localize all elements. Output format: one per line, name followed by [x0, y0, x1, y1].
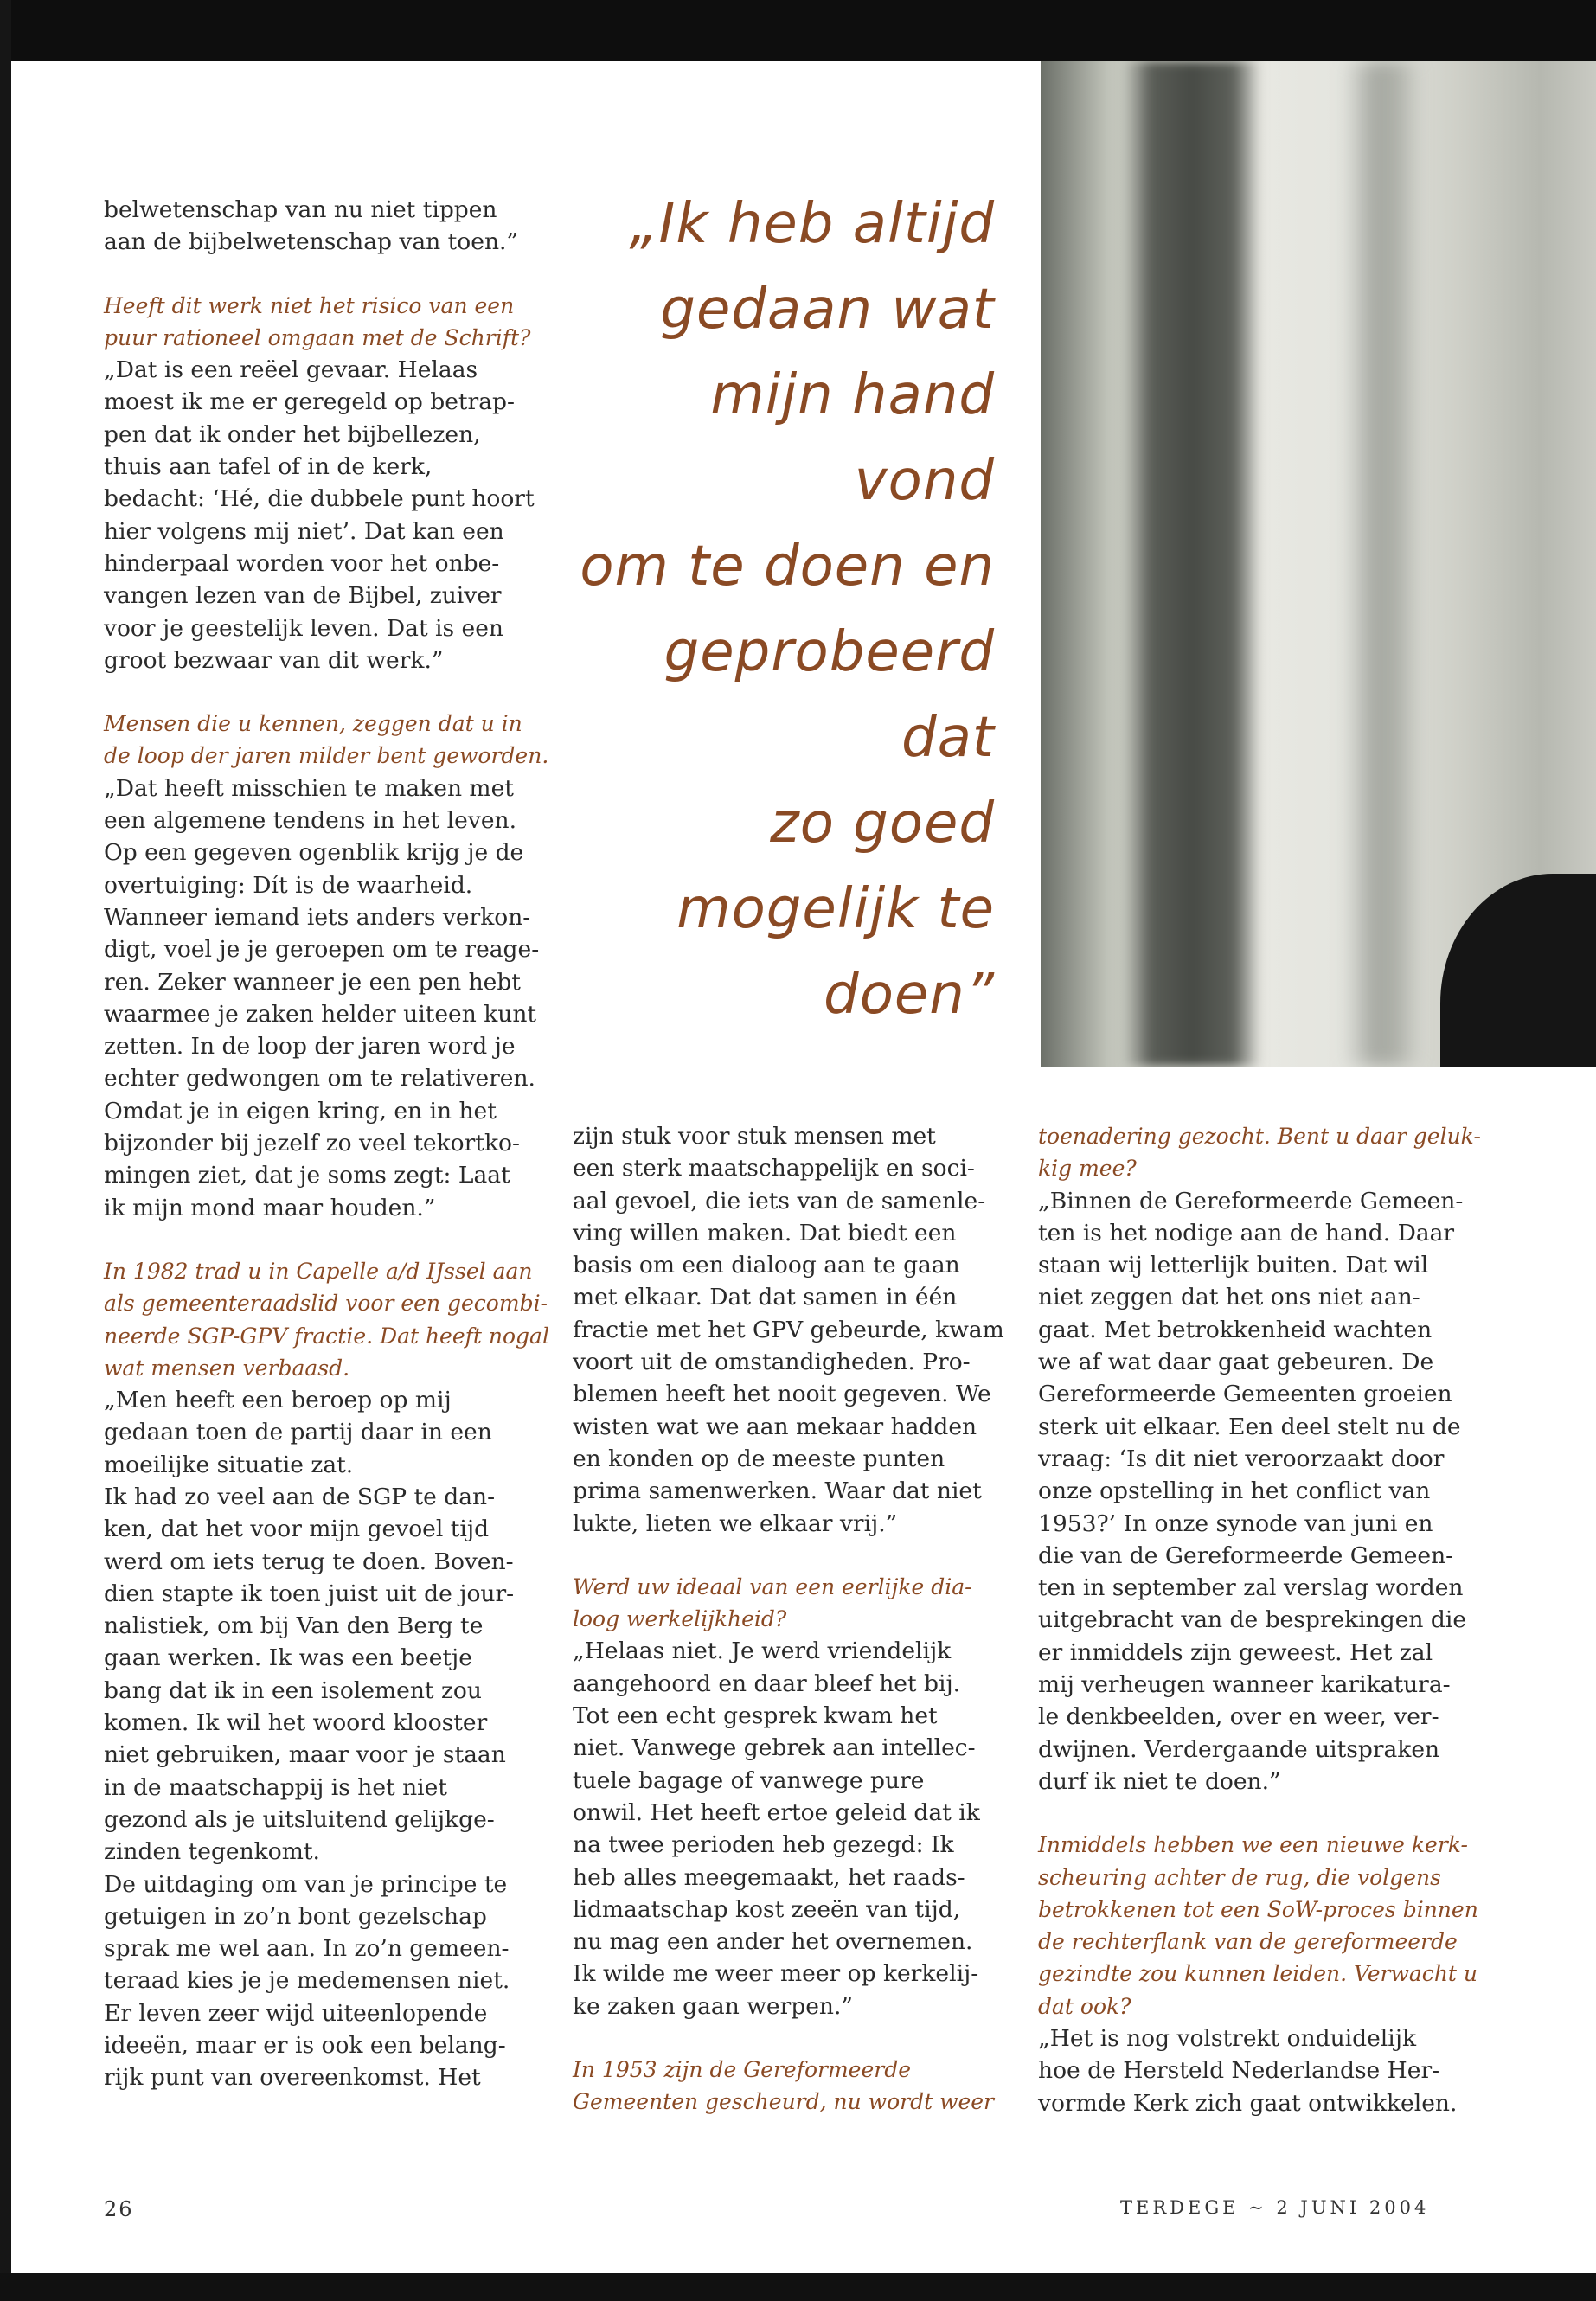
- body-text-line: digt, voel je je geroepen om te reage-: [104, 936, 540, 964]
- body-text-line: bedacht: ‘Hé, die dubbele punt hoort: [104, 485, 535, 513]
- interview-question-line: als gemeenteraadslid voor een gecombi-: [104, 1291, 548, 1317]
- body-text-line: en konden op de meeste punten: [573, 1445, 945, 1472]
- body-text-line: sprak me wel aan. In zo’n gemeen-: [104, 1935, 510, 1963]
- body-text-line: niet gebruiken, maar voor je staan: [104, 1741, 506, 1769]
- interview-question-line: neerde SGP-GPV fractie. Dat heeft nogal: [104, 1323, 549, 1349]
- body-text-line: dien stapte ik toen juist uit de jour-: [104, 1580, 515, 1607]
- body-text-line: „Men heeft een beroep op mij: [104, 1387, 452, 1414]
- interview-question-line: loog werkelijkheid?: [573, 1606, 787, 1632]
- body-text-line: ideeën, maar er is ook een belang-: [104, 2032, 506, 2060]
- body-text-line: een algemene tendens in het leven.: [104, 807, 516, 835]
- pull-quote-line: om te doen en: [580, 535, 995, 599]
- body-text-line: basis om een dialoog aan te gaan: [573, 1252, 960, 1279]
- body-text-line: onwil. Het heeft ertoe geleid dat ik: [573, 1798, 980, 1826]
- body-text-line: moest ik me er geregeld op betrap-: [104, 388, 515, 416]
- pull-quote-line: mogelijk te: [676, 877, 995, 941]
- body-text-line: uitgebracht van de besprekingen die: [1038, 1606, 1466, 1634]
- body-text-line: gedaan toen de partij daar in een: [104, 1419, 492, 1446]
- body-text-line: blemen heeft het nooit gegeven. We: [573, 1381, 991, 1408]
- column-2: [573, 1120, 1005, 2118]
- body-text-line: ik mijn mond maar houden.”: [104, 1194, 436, 1221]
- body-text-line: ke zaken gaan werpen.”: [573, 1992, 853, 2020]
- body-text-line: voor je geestelijk leven. Dat is een: [104, 614, 503, 642]
- paragraph-gap: [104, 259, 554, 290]
- body-text-line: werd om iets terug te doen. Boven-: [104, 1548, 514, 1575]
- body-text-line: tuele bagage of vanwege pure: [573, 1766, 925, 1794]
- body-text-line: staan wij letterlijk buiten. Dat wil: [1038, 1252, 1429, 1279]
- body-text-line: pen dat ik onder het bijbellezen,: [104, 420, 481, 448]
- body-text-line: hoe de Hersteld Nederlandse Her-: [1038, 2057, 1440, 2085]
- body-text-line: nalistiek, om bij Van den Berg te: [104, 1612, 484, 1640]
- interview-question-line: gezindte zou kunnen leiden. Verwacht u: [1038, 1961, 1478, 1987]
- body-text-line: gaan werken. Ik was een beetje: [104, 1644, 472, 1672]
- body-text-line: niet. Vanwege gebrek aan intellec-: [573, 1734, 976, 1762]
- body-text-line: teraad kies je je medemensen niet.: [104, 1967, 510, 1995]
- body-text-line: Op een gegeven ogenblik krijg je de: [104, 839, 524, 867]
- paragraph-gap: [573, 2022, 1005, 2054]
- body-text-line: die van de Gereformeerde Gemeen-: [1038, 1541, 1454, 1569]
- body-text-line: belwetenschap van nu niet tippen: [104, 196, 497, 223]
- body-text-line: fractie met het GPV gebeurde, kwam: [573, 1316, 1004, 1343]
- body-text-line: echter gedwongen om te relativeren.: [104, 1065, 535, 1093]
- body-text-line: durf ik niet te doen.”: [1038, 1767, 1281, 1795]
- body-text-line: Ik wilde me weer meer op kerkelij-: [573, 1960, 979, 1988]
- interview-question-line: In 1953 zijn de Gereformeerde: [573, 2057, 912, 2083]
- body-text-line: een sterk maatschappelijk en soci-: [573, 1155, 975, 1183]
- bottom-border: [0, 2273, 1596, 2301]
- interview-question-line: Gemeenten gescheurd, nu wordt weer: [573, 2089, 995, 2115]
- body-text-line: ten in september zal verslag worden: [1038, 1574, 1464, 1602]
- body-text-line: „Het is nog volstrekt onduidelijk: [1038, 2025, 1417, 2053]
- interview-question-line: Mensen die u kennen, zeggen dat u in: [104, 711, 522, 737]
- body-text-line: ten is het nodige aan de hand. Daar: [1038, 1219, 1455, 1247]
- body-text-line: vormde Kerk zich gaat ontwikkelen.: [1038, 2089, 1458, 2117]
- pull-quote-line: mijn hand vond: [710, 363, 995, 513]
- paragraph-gap: [573, 1540, 1005, 1571]
- paragraph-gap: [1038, 1798, 1488, 1829]
- body-text-line: ving willen maken. Dat biedt een: [573, 1219, 957, 1247]
- body-text-line: Gereformeerde Gemeenten groeien: [1038, 1381, 1452, 1408]
- body-text-line: we af wat daar gaat gebeuren. De: [1038, 1349, 1434, 1376]
- pull-quote-line: doen”: [824, 963, 995, 1027]
- interview-question-line: In 1982 trad u in Capelle a/d IJssel aan: [104, 1258, 533, 1284]
- top-border: [0, 0, 1596, 61]
- body-text-line: voort uit de omstandigheden. Pro-: [573, 1349, 971, 1376]
- body-text-line: lukte, lieten we elkaar vrij.”: [573, 1509, 898, 1537]
- body-text-line: rijk punt van overeenkomst. Het: [104, 2064, 481, 2092]
- pull-quote: [554, 182, 995, 1038]
- interview-question-line: de loop der jaren milder bent geworden.: [104, 743, 549, 769]
- body-text-line: Wanneer iemand iets anders verkon-: [104, 903, 531, 931]
- pull-quote-line: geprobeerd dat: [663, 620, 995, 770]
- body-text-line: na twee perioden heb gezegd: Ik: [573, 1831, 954, 1859]
- left-border: [0, 0, 11, 2301]
- body-text-line: nu mag een ander het overnemen.: [573, 1928, 973, 1956]
- body-text-line: bang dat ik in een isolement zou: [104, 1676, 482, 1704]
- photo-figure-shoulder: [1440, 874, 1596, 1067]
- interview-question-line: wat mensen verbaasd.: [104, 1355, 350, 1381]
- interview-question-line: Werd uw ideaal van een eerlijke dia-: [573, 1574, 972, 1599]
- body-text-line: met elkaar. Dat dat samen in één: [573, 1284, 958, 1311]
- body-text-line: bijzonder bij jezelf zo veel tekortko-: [104, 1130, 520, 1157]
- body-text-line: mij verheugen wanneer karikatura-: [1038, 1671, 1451, 1699]
- paragraph-gap: [104, 676, 554, 708]
- body-text-line: zetten. In de loop der jaren word je: [104, 1033, 516, 1061]
- body-text-line: ken, dat het voor mijn gevoel tijd: [104, 1516, 490, 1543]
- body-text-line: dwijnen. Verdergaande uitspraken: [1038, 1735, 1440, 1763]
- body-text-line: Tot een echt gesprek kwam het: [573, 1702, 938, 1730]
- interview-question-line: puur rationeel omgaan met de Schrift?: [104, 324, 531, 350]
- body-text-line: mingen ziet, dat je soms zegt: Laat: [104, 1162, 510, 1189]
- column-1: [104, 194, 554, 2094]
- interview-question-line: dat ook?: [1038, 1993, 1131, 2019]
- pull-quote-line: „Ik heb altijd: [629, 192, 995, 256]
- body-text-line: in de maatschappij is het niet: [104, 1773, 447, 1801]
- body-text-line: zinden tegenkomt.: [104, 1838, 320, 1866]
- body-text-line: moeilijke situatie zat.: [104, 1451, 354, 1478]
- body-text-line: Ik had zo veel aan de SGP te dan-: [104, 1483, 496, 1510]
- body-text-line: heb alles meegemaakt, het raads-: [573, 1863, 965, 1891]
- body-text-line: overtuiging: Dít is de waarheid.: [104, 871, 473, 899]
- body-text-line: aal gevoel, die iets van de samenle-: [573, 1187, 986, 1215]
- interview-question-line: Inmiddels hebben we een nieuwe kerk-: [1038, 1832, 1468, 1858]
- column-3: [1038, 1120, 1488, 2119]
- page-number: 26: [104, 2197, 134, 2221]
- body-text-line: zijn stuk voor stuk mensen met: [573, 1123, 936, 1150]
- body-text-line: 1953?’ In onze synode van juni en: [1038, 1509, 1433, 1537]
- body-text-line: sterk uit elkaar. Een deel stelt nu de: [1038, 1413, 1461, 1440]
- body-text-line: gezond als je uitsluitend gelijkge-: [104, 1805, 495, 1833]
- body-text-line: „Dat heeft misschien te maken met: [104, 774, 514, 802]
- body-text-line: le denkbeelden, over en weer, ver-: [1038, 1703, 1439, 1731]
- body-text-line: Omdat je in eigen kring, en in het: [104, 1097, 497, 1125]
- interview-question-line: scheuring achter de rug, die volgens: [1038, 1864, 1441, 1890]
- body-text-line: wisten wat we aan mekaar hadden: [573, 1413, 977, 1440]
- body-text-line: gaat. Met betrokkenheid wachten: [1038, 1316, 1433, 1343]
- body-text-line: komen. Ik wil het woord klooster: [104, 1709, 488, 1737]
- publication-footer: TERDEGE ~ 2 JUNI 2004: [1120, 2197, 1430, 2218]
- body-text-line: ren. Zeker wanneer je een pen hebt: [104, 968, 521, 996]
- body-text-line: aan de bijbelwetenschap van toen.”: [104, 228, 518, 256]
- body-text-line: groot bezwaar van dit werk.”: [104, 646, 444, 674]
- body-text-line: waarmee je zaken helder uiteen kunt: [104, 1000, 537, 1028]
- pull-quote-line: zo goed: [770, 792, 995, 856]
- body-text-line: Er leven zeer wijd uiteenlopende: [104, 1999, 488, 2027]
- body-text-line: vraag: ‘Is dit niet veroorzaakt door: [1038, 1445, 1445, 1472]
- interview-question-line: kig mee?: [1038, 1156, 1137, 1182]
- interview-question-line: toenadering gezocht. Bent u daar geluk-: [1038, 1124, 1481, 1149]
- interview-question-line: Heeft dit werk niet het risico van een: [104, 292, 515, 318]
- body-text-line: getuigen in zo’n bont gezelschap: [104, 1902, 487, 1930]
- body-text-line: lidmaatschap kost zeeën van tijd,: [573, 1895, 961, 1923]
- body-text-line: aangehoord en daar bleef het bij.: [573, 1670, 961, 1697]
- body-text-line: „Helaas niet. Je werd vriendelijk: [573, 1638, 952, 1665]
- pull-quote-line: gedaan wat: [660, 278, 995, 342]
- body-text-line: „Binnen de Gereformeerde Gemeen-: [1038, 1187, 1464, 1215]
- paragraph-gap: [104, 1224, 554, 1255]
- body-text-line: hier volgens mij niet’. Dat kan een: [104, 517, 504, 545]
- body-text-line: hinderpaal worden voor het onbe-: [104, 549, 500, 577]
- photo-pillar: [1123, 61, 1261, 1067]
- body-text-line: prima samenwerken. Waar dat niet: [573, 1477, 982, 1505]
- body-text-line: er inmiddels zijn geweest. Het zal: [1038, 1638, 1433, 1666]
- body-text-line: thuis aan tafel of in de kerk,: [104, 453, 433, 481]
- body-text-line: vangen lezen van de Bijbel, zuiver: [104, 582, 502, 610]
- interview-question-line: betrokkenen tot een SoW-proces binnen: [1038, 1896, 1478, 1922]
- interview-question-line: de rechterflank van de gereformeerde: [1038, 1929, 1458, 1955]
- body-text-line: De uitdaging om van je principe te: [104, 1870, 508, 1898]
- photo-pillar-background: [1343, 61, 1421, 1067]
- body-text-line: „Dat is een reëel gevaar. Helaas: [104, 356, 478, 384]
- body-text-line: niet zeggen dat het ons niet aan-: [1038, 1284, 1420, 1311]
- article-photo: [1041, 61, 1596, 1067]
- body-text-line: onze opstelling in het conflict van: [1038, 1477, 1431, 1505]
